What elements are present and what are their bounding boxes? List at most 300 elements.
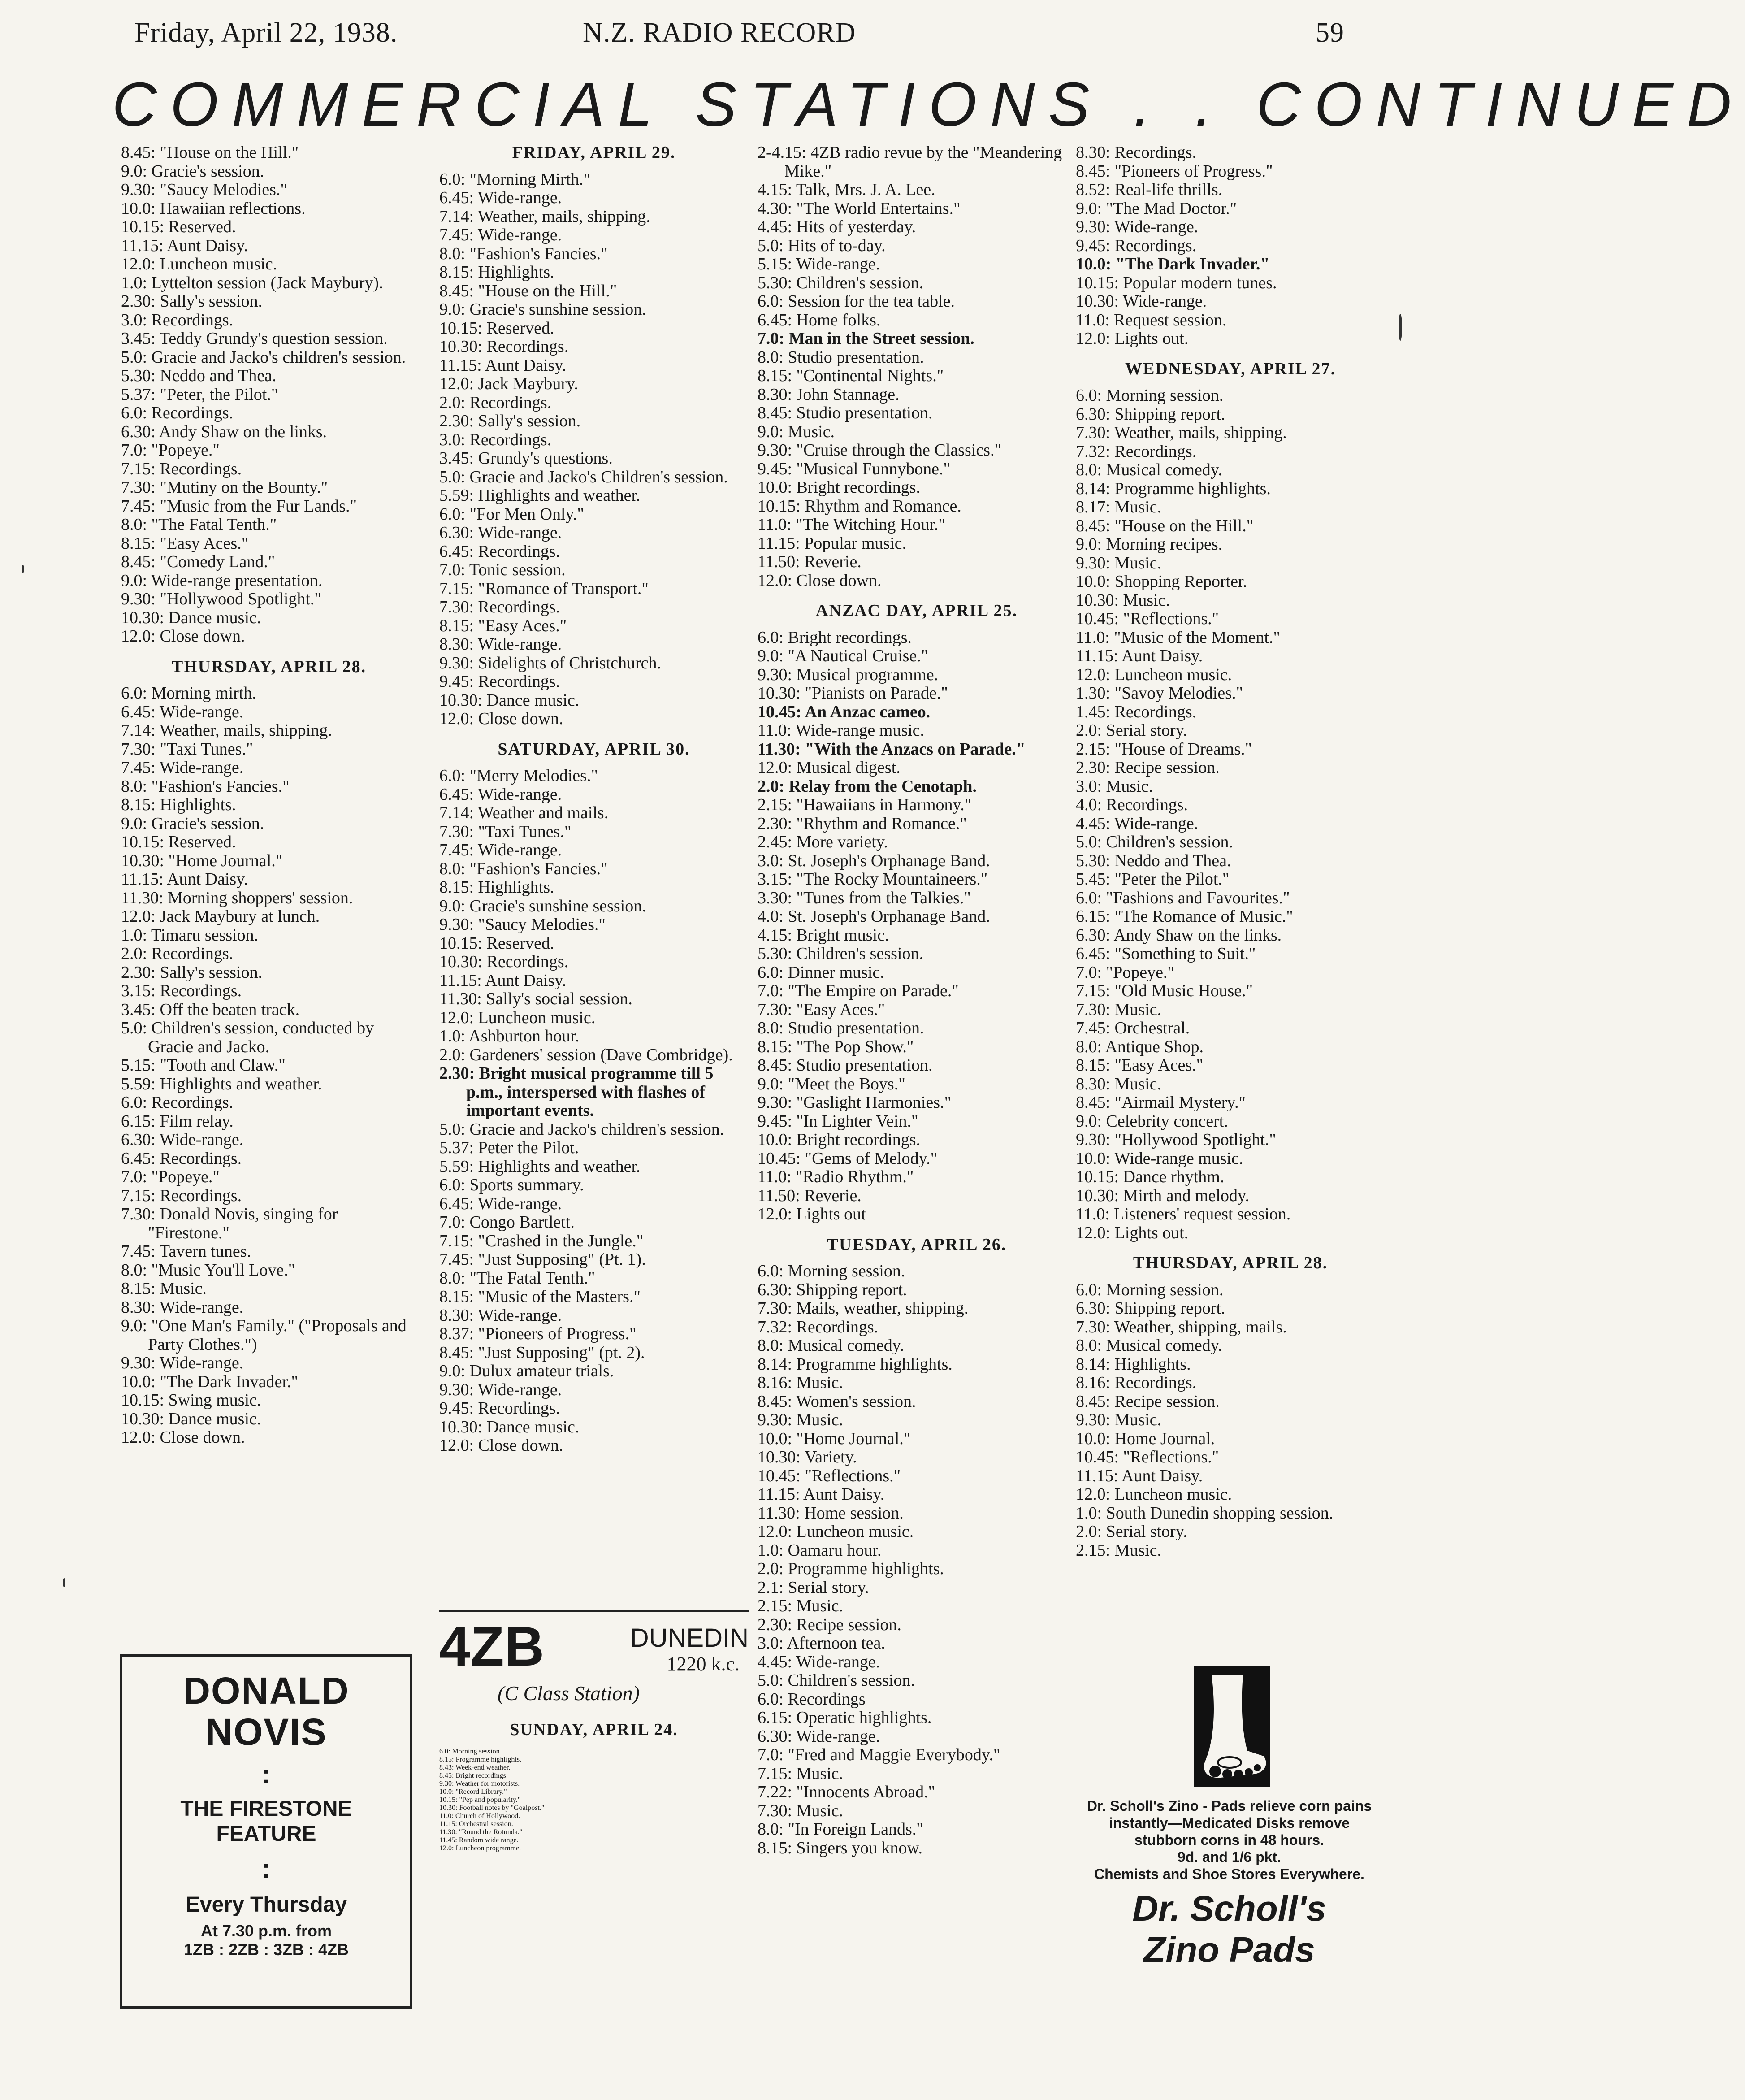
- schedule-entry: 5.59: Highlights and weather.: [439, 486, 641, 505]
- schedule-entry: 9.0: Gracie's sunshine session.: [439, 896, 646, 915]
- schedule-entry: 10.15: Reserved.: [439, 318, 554, 338]
- schedule-entry: 10.0: "Home Journal.": [758, 1429, 911, 1448]
- schedule-entry: 6.45: "Something to Suit.": [1076, 944, 1256, 963]
- schedule-entry: 10.30: Dance music.: [121, 1409, 261, 1428]
- schedule-entry: 8.0: "The Fatal Tenth.": [121, 515, 277, 534]
- schedule-entry: 8.14: Highlights.: [1076, 1354, 1191, 1374]
- schedule-entry: 9.0: "The Mad Doctor.": [1076, 199, 1237, 218]
- schedule-entry: 12.0: Lights out: [758, 1205, 866, 1224]
- schedule-entry: 7.0: "Popeye.": [121, 441, 220, 460]
- ad-time: At 7.30 p.m. from: [200, 1922, 332, 1940]
- schedule-entry: 12.0: Luncheon music.: [1076, 1485, 1232, 1504]
- schedule-entry: 11.0: Wide-range music.: [758, 721, 925, 740]
- schedule-entry: 7.15: Recordings.: [121, 459, 242, 478]
- schedule-entry: 8.37: "Pioneers of Progress.": [439, 1324, 637, 1343]
- print-speck: [63, 1578, 65, 1587]
- schedule-entry: 8.30: Music.: [1076, 1074, 1162, 1093]
- schedule-entry: 11.15: Aunt Daisy.: [121, 870, 248, 889]
- schedule-entry: 7.30: Weather, mails, shipping.: [1076, 423, 1287, 442]
- schedule-entry: 12.0: Luncheon programme.: [439, 1844, 521, 1852]
- schedule-entry: 7.0: Congo Bartlett.: [439, 1213, 575, 1232]
- schedule-entry: 6.30: Shipping report.: [758, 1280, 907, 1299]
- ad-name-line-2: NOVIS: [205, 1711, 327, 1753]
- schedule-entry: 1.0: Oamaru hour.: [758, 1540, 882, 1560]
- schedule-entry: 6.0: Morning session.: [758, 1262, 905, 1280]
- schedule-entry: 6.15: Film relay.: [121, 1111, 234, 1131]
- schedule-entry: 8.45: "Comedy Land.": [121, 552, 275, 571]
- schedule-entry: 6.45: Wide-range.: [439, 188, 562, 207]
- page-number: 59: [1316, 17, 1344, 48]
- schedule-entry: 2.30: Sally's session.: [121, 963, 263, 982]
- schedule-entry: 8.14: Programme highlights.: [758, 1354, 953, 1374]
- schedule-entry: 11.15: Aunt Daisy.: [439, 971, 567, 990]
- schedule-entry: 11.15: Aunt Daisy.: [758, 1485, 885, 1504]
- schedule-entry: 10.30: "Pianists on Parade.": [758, 684, 948, 703]
- schedule-entry: 8.0: "Fashion's Fancies.": [439, 244, 608, 263]
- schedule-entry: 7.30: "Easy Aces.": [758, 1000, 885, 1019]
- schedule-entry: 10.0: Home Journal.: [1076, 1429, 1215, 1448]
- schedule-entry: 2.15: Music.: [758, 1597, 844, 1615]
- schedule-entry: 6.0: "For Men Only.": [439, 504, 585, 524]
- schedule-entry: 10.45: "Reflections.": [1076, 1448, 1219, 1467]
- schedule-entry: 10.15: "Pep and popularity.": [439, 1796, 521, 1804]
- schedule-entry: 7.45: "Just Supposing" (Pt. 1).: [439, 1250, 646, 1269]
- schedule-entry: 1.0: Lyttelton session (Jack Maybury).: [121, 273, 383, 292]
- schedule-entry: 7.0: "Popeye.": [1076, 963, 1174, 982]
- schedule-entry: 7.0: "The Empire on Parade.": [758, 981, 959, 1000]
- schedule-entry: 2.0: Serial story.: [1076, 1522, 1187, 1541]
- schedule-entry: 11.30: Home session.: [758, 1503, 904, 1523]
- schedule-entry: 8.0: "Fashion's Fancies.": [439, 859, 608, 878]
- schedule-entry: 11.50: Reverie.: [758, 1186, 862, 1205]
- schedule-entry: 6.15: "The Romance of Music.": [1076, 907, 1293, 926]
- schedule-entry: 9.30: "Hollywood Spotlight.": [121, 590, 321, 608]
- schedule-entry: 7.32: Recordings.: [758, 1317, 879, 1336]
- schedule-entry: 3.0: Afternoon tea.: [758, 1634, 885, 1653]
- schedule-entry: 6.45: Recordings.: [439, 542, 560, 561]
- schedule-entry: 8.0: Musical comedy.: [1076, 460, 1222, 479]
- schedule-entry: 6.0: Bright recordings.: [758, 628, 912, 647]
- schedule-entry: 11.0: "Music of the Moment.": [1076, 628, 1281, 647]
- schedule-entry: 8.0: "In Foreign Lands.": [758, 1820, 923, 1839]
- schedule-entry: 10.30: Dance music.: [121, 608, 261, 627]
- schedule-entry: 5.0: Gracie and Jacko's children's session.: [439, 1119, 724, 1139]
- schedule-entry: 3.0: Recordings.: [439, 430, 552, 449]
- schedule-entry: 11.30: "With the Anzacs on Parade.": [758, 739, 1026, 759]
- schedule-entry: 8.0: Studio presentation.: [758, 347, 924, 367]
- schedule-entry: 10.0: Bright recordings.: [758, 478, 921, 497]
- donald-novis-advertisement: [120, 1654, 412, 2009]
- schedule-entry: 2.0: Recordings.: [439, 393, 552, 412]
- schedule-entry: 12.0: Luncheon music.: [758, 1522, 914, 1541]
- schedule-entry: 12.0: Lights out.: [1076, 1223, 1189, 1242]
- schedule-entry: 10.0: Shopping Reporter.: [1076, 572, 1247, 591]
- schedule-entry: 3.45: Off the beaten track.: [121, 1000, 300, 1019]
- schedule-entry: 2.1: Serial story.: [758, 1578, 869, 1597]
- schedule-entry: 5.0: Gracie and Jacko's children's session.: [121, 347, 406, 367]
- schedule-entry: 4.45: Hits of yesterday.: [758, 217, 916, 236]
- schedule-entry: 8.45: Recipe session.: [1076, 1392, 1220, 1411]
- schedule-entry: 9.0: Gracie's session.: [121, 814, 264, 833]
- schedule-entry: 9.0: Dulux amateur trials.: [439, 1362, 614, 1380]
- ad-availability: Chemists and Shoe Stores Everywhere.: [1094, 1866, 1364, 1882]
- dr-scholl-advertisement: [1074, 1657, 1385, 2015]
- schedule-entry: 6.0: Recordings: [758, 1689, 866, 1709]
- schedule-entry: 8.15: "Easy Aces.": [439, 616, 567, 635]
- schedule-entry: 2-4.15: 4ZB radio revue by the "Meandering Mike.": [758, 143, 1062, 181]
- schedule-entry: 7.45: Tavern tunes.: [121, 1242, 251, 1261]
- schedule-entry: 5.59: Highlights and weather.: [121, 1074, 322, 1093]
- schedule-entry: 9.30: "Cruise through the Classics.": [758, 441, 1001, 460]
- schedule-entry: 7.45: Wide-range.: [439, 226, 562, 244]
- schedule-entry: 9.0: "Meet the Boys.": [758, 1074, 905, 1093]
- schedule-entry: 2.15: "Hawaiians in Harmony.": [758, 795, 972, 814]
- schedule-entry: 2.30: Sally's session.: [121, 292, 263, 311]
- ad-every-thursday: Every Thursday: [185, 1893, 347, 1917]
- schedule-entry: 9.0: "A Nautical Cruise.": [758, 646, 928, 665]
- day-heading: SATURDAY, APRIL 30.: [498, 739, 690, 759]
- schedule-entry: 9.0: Gracie's sunshine session.: [439, 300, 646, 319]
- schedule-entry: 11.15: Aunt Daisy.: [1076, 1466, 1203, 1485]
- schedule-entry: 8.0: "The Fatal Tenth.": [439, 1268, 595, 1288]
- schedule-entry: 5.0: Children's session, conducted by Gracie and Jacko.: [121, 1019, 374, 1056]
- schedule-entry: 5.0: Children's session.: [1076, 833, 1233, 851]
- schedule-entry: 6.0: Morning mirth.: [121, 684, 256, 703]
- schedule-entry: 7.45: Wide-range.: [121, 758, 244, 777]
- schedule-entry: 6.30: Shipping report.: [1076, 1299, 1225, 1318]
- schedule-entry: 6.30: Shipping report.: [1076, 404, 1225, 424]
- schedule-entry: 11.0: "Radio Rhythm.": [758, 1167, 914, 1186]
- schedule-entry: 6.15: Operatic highlights.: [758, 1708, 932, 1727]
- schedule-entry: 7.30: "Mutiny on the Bounty.": [121, 478, 328, 497]
- day-heading: WEDNESDAY, APRIL 27.: [1125, 359, 1336, 378]
- schedule-entry: 4.15: Talk, Mrs. J. A. Lee.: [758, 180, 935, 199]
- schedule-entry: 2.30: Recipe session.: [1076, 758, 1220, 777]
- schedule-entry: 9.0: Morning recipes.: [1076, 535, 1223, 554]
- schedule-entry: 8.43: Week-end weather.: [439, 1764, 511, 1771]
- schedule-entry: 9.30: "Hollywood Spotlight.": [1076, 1130, 1276, 1149]
- schedule-entry: 7.30: Music.: [758, 1801, 844, 1820]
- schedule-entry: 7.45: Wide-range.: [439, 841, 562, 859]
- schedule-entry: 8.45: "House on the Hill.": [439, 281, 617, 300]
- schedule-entry: 8.0: Studio presentation.: [758, 1019, 924, 1037]
- schedule-entry: 10.15: Reserved.: [439, 933, 554, 953]
- schedule-entry: 8.15: "Easy Aces.": [121, 534, 249, 553]
- schedule-entry: 1.45: Recordings.: [1076, 702, 1197, 721]
- schedule-entry: 5.37: Peter the Pilot.: [439, 1138, 579, 1157]
- schedule-entry: 6.0: "Morning Mirth.": [439, 169, 591, 189]
- schedule-entry: 8.30: Wide-range.: [121, 1297, 244, 1317]
- schedule-entry: 2.15: Music.: [1076, 1540, 1162, 1560]
- schedule-entry: 9.0: Celebrity concert.: [1076, 1111, 1228, 1131]
- schedule-entry: 7.0: Tonic session.: [439, 560, 566, 579]
- schedule-entry: 4.0: Recordings.: [1076, 795, 1188, 814]
- schedule-entry: 2.0: Gardeners' session (Dave Combridge).: [439, 1045, 733, 1064]
- schedule-entry: 12.0: Close down.: [121, 627, 245, 646]
- schedule-entry: 7.32: Recordings.: [1076, 442, 1197, 461]
- schedule-entry: 8.45: "House on the Hill.": [1076, 516, 1254, 535]
- schedule-entry: 5.0: Hits of to-day.: [758, 236, 886, 255]
- schedule-entry: 3.0: Recordings.: [121, 310, 234, 330]
- schedule-entry: 9.30: Music.: [1076, 1410, 1162, 1429]
- schedule-entry: 10.30: "Home Journal.": [121, 851, 283, 870]
- schedule-entry: 7.0: "Fred and Maggie Everybody.": [758, 1745, 1000, 1764]
- schedule-entry: 11.45: Random wide range.: [439, 1836, 519, 1844]
- schedule-entry: 9.30: Music.: [758, 1410, 844, 1429]
- schedule-entry: 6.30: Wide-range.: [439, 523, 562, 542]
- schedule-entry: 10.0: Hawaiian reflections.: [121, 199, 306, 218]
- schedule-entry: 7.30: Recordings.: [439, 598, 560, 616]
- schedule-entry: 8.30: Wide-range.: [439, 635, 562, 654]
- schedule-entry: 8.15: "Music of the Masters.": [439, 1287, 641, 1306]
- schedule-entry: 9.30: Musical programme.: [758, 665, 939, 684]
- schedule-entry: 8.15: Music.: [121, 1279, 207, 1298]
- schedule-entry: 9.0: "One Man's Family." ("Proposals and Party Clothes."): [121, 1316, 407, 1354]
- ad-stations: 1ZB : 2ZB : 3ZB : 4ZB: [183, 1940, 349, 1959]
- schedule-entry: 7.30: Music.: [1076, 1000, 1162, 1019]
- schedule-entry: 7.0: "Popeye.": [121, 1167, 220, 1186]
- schedule-entry: 2.30: "Rhythm and Romance.": [758, 814, 967, 833]
- schedule-entry: 12.0: Close down.: [439, 1436, 563, 1455]
- schedule-entry: 3.45: Grundy's questions.: [439, 449, 613, 468]
- schedule-entry: 9.0: Music.: [758, 422, 835, 441]
- schedule-entry: 7.15: Recordings.: [121, 1186, 242, 1205]
- schedule-entry: 6.0: Morning session.: [439, 1748, 502, 1755]
- schedule-entry: 3.0: St. Joseph's Orphanage Band.: [758, 851, 990, 870]
- schedule-entry: 7.30: Weather, shipping, mails.: [1076, 1317, 1287, 1336]
- schedule-entry: 8.45: Studio presentation.: [758, 404, 933, 422]
- schedule-entry: 9.30: "Gaslight Harmonies.": [758, 1093, 952, 1112]
- schedule-entry: 8.45: Bright recordings.: [439, 1772, 508, 1779]
- schedule-entry: 11.50: Reverie.: [758, 552, 862, 571]
- schedule-entry: 6.30: Wide-range.: [758, 1727, 880, 1746]
- schedule-entry: 6.0: Recordings.: [121, 1093, 234, 1112]
- schedule-entry: 10.0: "The Dark Invader.": [121, 1372, 299, 1391]
- station-call-sign: 4ZB: [439, 1616, 545, 1678]
- schedule-entry: 6.0: Recordings.: [121, 404, 234, 422]
- schedule-entry: 10.45: "Gems of Melody.": [758, 1149, 938, 1168]
- schedule-entry: 2.45: More variety.: [758, 833, 888, 851]
- schedule-entry: 10.45: An Anzac cameo.: [758, 702, 931, 721]
- schedule-entry: 5.37: "Peter, the Pilot.": [121, 385, 278, 404]
- schedule-entry: 8.15: "The Pop Show.": [758, 1037, 914, 1056]
- day-heading: FRIDAY, APRIL 29.: [512, 143, 676, 162]
- schedule-entry: 10.15: Popular modern tunes.: [1076, 273, 1277, 292]
- schedule-entry: 8.52: Real-life thrills.: [1076, 180, 1223, 199]
- schedule-entry: 6.30: Andy Shaw on the links.: [1076, 925, 1282, 945]
- schedule-entry: 10.15: Swing music.: [121, 1391, 261, 1410]
- schedule-entry: 11.15: Aunt Daisy.: [121, 236, 248, 255]
- schedule-entry: 1.0: South Dunedin shopping session.: [1076, 1503, 1334, 1523]
- schedule-entry: 7.0: Man in the Street session.: [758, 329, 974, 348]
- schedule-entry: 8.45: "Pioneers of Progress.": [1076, 161, 1273, 181]
- schedule-entry: 3.30: "Tunes from the Talkies.": [758, 888, 971, 907]
- schedule-entry: 12.0: Jack Maybury at lunch.: [121, 907, 320, 926]
- schedule-entry: 11.15: Aunt Daisy.: [1076, 646, 1203, 665]
- schedule-entry: 5.15: Wide-range.: [758, 255, 880, 273]
- schedule-entry: 8.0: Musical comedy.: [1076, 1336, 1222, 1355]
- schedule-entry: 7.15: "Old Music House.": [1076, 981, 1253, 1000]
- schedule-entry: 2.0: Serial story.: [1076, 721, 1187, 740]
- day-heading: ANZAC DAY, APRIL 25.: [815, 601, 1018, 620]
- schedule-entry: 8.0: "Music You'll Love.": [121, 1260, 295, 1280]
- schedule-entry: 8.15: Highlights.: [439, 878, 554, 897]
- schedule-entry: 4.15: Bright music.: [758, 925, 889, 945]
- schedule-entry: 12.0: Luncheon music.: [121, 255, 277, 273]
- schedule-entry: 8.0: Antique Shop.: [1076, 1037, 1204, 1056]
- schedule-entry: 2.15: "House of Dreams.": [1076, 739, 1252, 759]
- schedule-entry: 1.30: "Savoy Melodies.": [1076, 684, 1243, 703]
- schedule-entry: 6.0: Session for the tea table.: [758, 292, 955, 311]
- schedule-entry: 5.30: Neddo and Thea.: [121, 366, 277, 385]
- schedule-entry: 6.45: Wide-range.: [439, 785, 562, 804]
- schedule-entry: 9.45: Recordings.: [439, 672, 560, 691]
- schedule-entry: 12.0: Close down.: [121, 1428, 245, 1447]
- ad-body-text: Dr. Scholl's Zino - Pads relieve corn pains instantly—Medicated Disks remove stubborn corns in 48 hours.: [1087, 1798, 1372, 1848]
- schedule-entry: 8.45: "Just Supposing" (pt. 2).: [439, 1343, 645, 1362]
- schedule-entry: 2.0: Relay from the Cenotaph.: [758, 777, 977, 796]
- station-city: DUNEDIN: [630, 1623, 749, 1653]
- schedule-entry: 12.0: Lights out.: [1076, 329, 1189, 348]
- schedule-entry: 8.0: Musical comedy.: [758, 1336, 904, 1355]
- schedule-entry: 4.45: Wide-range.: [758, 1652, 880, 1671]
- schedule-entry: 11.15: Orchestral session.: [439, 1820, 513, 1828]
- schedule-entry: 10.30: Dance music.: [439, 1417, 580, 1436]
- schedule-entry: 8.45: "Airmail Mystery.": [1076, 1093, 1246, 1112]
- schedule-entry: 9.30: Wide-range.: [1076, 217, 1199, 236]
- schedule-entry: 11.15: Aunt Daisy.: [439, 356, 567, 375]
- schedule-entry: 9.45: Recordings.: [1076, 236, 1197, 255]
- schedule-entry: 9.45: "In Lighter Vein.": [758, 1111, 918, 1131]
- day-heading: SUNDAY, APRIL 24.: [510, 1720, 678, 1739]
- schedule-entry: 3.0: Music.: [1076, 777, 1153, 796]
- schedule-entry: 8.0: "Fashion's Fancies.": [121, 777, 290, 796]
- schedule-entry: 7.30: Mails, weather, shipping.: [758, 1299, 969, 1318]
- schedule-entry: 7.14: Weather, mails, shipping.: [121, 721, 332, 740]
- schedule-entry: 9.30: "Saucy Melodies.": [439, 915, 606, 934]
- schedule-entry: 7.45: "Music from the Fur Lands.": [121, 496, 357, 516]
- schedule-entry: 2.30: Bright musical programme till 5 p.m., interspersed with flashes of important events.: [439, 1064, 714, 1120]
- schedule-entry: 1.0: Timaru session.: [121, 925, 259, 945]
- page-banner: COMMERCIAL STATIONS . . CONTINUED: [112, 70, 1745, 139]
- schedule-entry: 7.22: "Innocents Abroad.": [758, 1783, 935, 1801]
- schedule-entry: 10.0: "Record Library.": [439, 1788, 507, 1796]
- schedule-entry: 11.0: Church of Hollywood.: [439, 1812, 520, 1820]
- station-4zb-block: [439, 1610, 749, 1852]
- schedule-entry: 1.0: Ashburton hour.: [439, 1027, 580, 1046]
- ad-brand-line-2: Zino Pads: [1143, 1930, 1315, 1970]
- foot-with-pad-icon: [1162, 1657, 1297, 1791]
- schedule-entry: 9.0: Gracie's session.: [121, 161, 264, 181]
- schedule-entry: 6.0: "Fashions and Favourites.": [1076, 888, 1290, 907]
- schedule-entry: 10.15: Dance rhythm.: [1076, 1167, 1225, 1186]
- schedule-entry: 8.15: "Continental Nights.": [758, 366, 944, 385]
- schedule-entry: 6.30: Wide-range.: [121, 1130, 244, 1149]
- station-4zb-schedule: [439, 1720, 749, 1853]
- schedule-entry: 5.30: Neddo and Thea.: [1076, 851, 1231, 870]
- schedule-entry: 10.45: "Reflections.": [758, 1466, 901, 1485]
- schedule-entry: 4.0: St. Joseph's Orphanage Band.: [758, 907, 990, 926]
- schedule-entry: 2.0: Programme highlights.: [758, 1559, 944, 1578]
- schedule-entry: 3.15: "The Rocky Mountaineers.": [758, 870, 988, 889]
- schedule-entry: 8.15: Singers you know.: [758, 1838, 923, 1857]
- schedule-entry: 8.30: John Stannage.: [758, 385, 900, 404]
- schedule-entry: 10.30: Mirth and melody.: [1076, 1186, 1249, 1205]
- schedule-entry: 6.45: Home folks.: [758, 310, 881, 330]
- schedule-entry: 7.15: "Romance of Transport.": [439, 579, 649, 598]
- schedule-entry: 5.0: Children's session.: [758, 1671, 915, 1690]
- schedule-entry: 2.30: Recipe session.: [758, 1615, 901, 1634]
- station-divider: [439, 1610, 749, 1612]
- schedule-entry: 11.30: Sally's social session.: [439, 989, 632, 1008]
- schedule-entry: 5.30: Children's session.: [758, 944, 923, 963]
- schedule-entry: 7.30: "Taxi Tunes.": [121, 739, 253, 759]
- schedule-entry: 10.30: Music.: [1076, 590, 1170, 610]
- schedule-entry: 9.30: Weather for motorists.: [439, 1780, 520, 1788]
- schedule-entry: 12.0: Luncheon music.: [1076, 665, 1232, 684]
- print-speck: [22, 565, 24, 573]
- schedule-entry: 5.59: Highlights and weather.: [439, 1157, 641, 1176]
- schedule-entry: 2.30: Sally's session.: [439, 412, 581, 430]
- schedule-entry: 10.0: "The Dark Invader.": [1076, 255, 1270, 273]
- schedule-entry: 12.0: Musical digest.: [758, 758, 901, 777]
- schedule-entry: 2.0: Recordings.: [121, 944, 234, 963]
- schedule-entry: 5.15: "Tooth and Claw.": [121, 1056, 286, 1075]
- schedule-entry: 11.15: Popular music.: [758, 534, 907, 553]
- day-heading: THURSDAY, APRIL 28.: [1133, 1254, 1328, 1272]
- schedule-entry: 7.15: Music.: [758, 1764, 844, 1783]
- schedule-entry: 6.0: Morning session.: [1076, 386, 1224, 405]
- schedule-entry: 8.45: Women's session.: [758, 1392, 916, 1411]
- schedule-entry: 10.15: Reserved.: [121, 833, 236, 851]
- schedule-entry: 10.30: Dance music.: [439, 690, 580, 710]
- schedule-entry: 5.45: "Peter the Pilot.": [1076, 870, 1230, 889]
- publication-title: N.Z. RADIO RECORD: [583, 17, 856, 48]
- ad-price: 9d. and 1/6 pkt.: [1177, 1849, 1282, 1865]
- schedule-entry: 6.30: Andy Shaw on the links.: [121, 422, 327, 441]
- schedule-entry: 10.45: "Reflections.": [1076, 609, 1219, 628]
- station-class: (C Class Station): [498, 1682, 640, 1705]
- schedule-column-1: [121, 143, 417, 1447]
- schedule-entry: 8.16: Music.: [758, 1373, 844, 1392]
- schedule-entry: 9.45: Recordings.: [439, 1399, 560, 1418]
- schedule-entry: 4.45: Wide-range.: [1076, 814, 1199, 833]
- station-4zb-entries: [439, 1748, 749, 1853]
- schedule-entry: 5.0: Gracie and Jacko's Children's session.: [439, 467, 728, 486]
- schedule-entry: 4.30: "The World Entertains.": [758, 199, 961, 218]
- schedule-entry: 9.30: "Saucy Melodies.": [121, 180, 287, 199]
- schedule-entry: 10.30: Football notes by "Goalpost.": [439, 1804, 545, 1812]
- ad-feature-line-1: THE FIRESTONE: [180, 1797, 352, 1821]
- schedule-entry: 3.15: Recordings.: [121, 981, 242, 1000]
- schedule-entry: 8.30: Wide-range.: [439, 1306, 562, 1325]
- schedule-entry: 9.30: Music.: [1076, 553, 1162, 573]
- schedule-entry: 6.45: Wide-range.: [121, 702, 244, 721]
- schedule-entry: 10.0: Wide-range music.: [1076, 1149, 1243, 1168]
- schedule-entry: 8.15: Highlights.: [121, 795, 236, 814]
- schedule-entry: 6.45: Wide-range.: [439, 1194, 562, 1213]
- day-heading: THURSDAY, APRIL 28.: [171, 657, 367, 676]
- schedule-column-4: [1076, 143, 1385, 1560]
- schedule-entry: 11.0: "The Witching Hour.": [758, 515, 945, 534]
- schedule-entry: 8.45: Studio presentation.: [758, 1056, 933, 1075]
- schedule-entry: 8.17: Music.: [1076, 498, 1162, 516]
- ad-separator: :: [262, 1759, 271, 1789]
- schedule-entry: 6.0: Morning session.: [1076, 1280, 1224, 1299]
- ad-feature-line-2: FEATURE: [216, 1822, 316, 1846]
- schedule-entry: 7.45: Orchestral.: [1076, 1019, 1190, 1037]
- schedule-column-2: [439, 143, 749, 1455]
